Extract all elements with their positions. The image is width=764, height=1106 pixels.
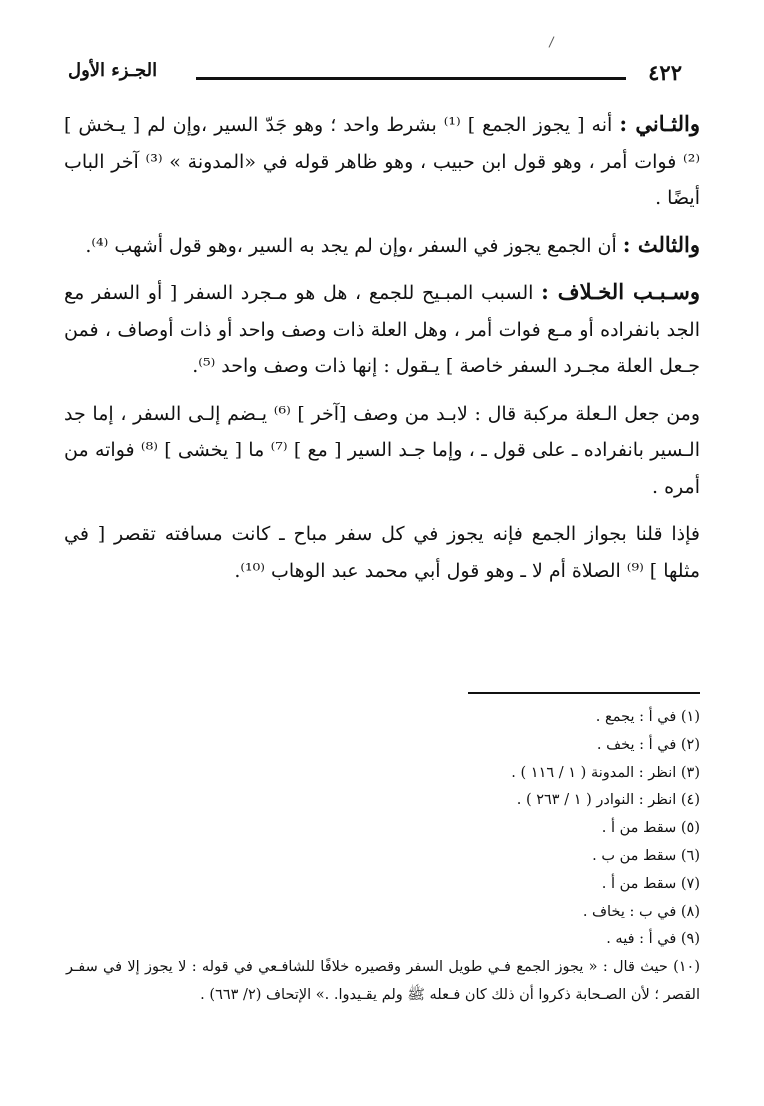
- paragraph-text: ومن جعل الـعلة مركبة قال : لابـد من وصف [آخر ] ⁽⁶⁾ يـضم إلـى السفر ، إما جد الـسير بانفراده ـ على قول ـ ، وإما جـد السير [ مع ] ⁽⁷⁾ ما [ يخشى ] ⁽⁸⁾ فواته من أمره .: [64, 402, 701, 498]
- footnote: (٤) انظر : النوادر ( ١ / ٢٦٣ ) .: [516, 792, 700, 809]
- paragraph-third-opinion: [64, 227, 700, 265]
- footnote: (٩) في أ : فيه .: [606, 931, 700, 948]
- page-header: [68, 60, 682, 90]
- paragraph-second-opinion: [64, 106, 700, 217]
- paragraph-text: أنه [ يجوز الجمع ] ⁽¹⁾ بشرط واحد ؛ وهو جَدّ السير ،وإن لم [ يـخش ] ⁽²⁾ فوات أمر ، وهو قول ابن حبيب ، وهو ظاهر قوله في «المدونة » ⁽³⁾ آخر الباب أيضًا .: [64, 114, 701, 209]
- page-number: ٤٢٢: [648, 60, 682, 85]
- paragraph-text: أن الجمع يجوز في السفر ،وإن لم يجد به السير ،وهو قول أشهب ⁽⁴⁾.: [85, 234, 623, 257]
- footnote: (٧) سقط من أ .: [601, 875, 700, 892]
- footnote: (١) في أ : يجمع .: [595, 709, 700, 725]
- footnote: (٨) في ب : يخاف .: [582, 903, 700, 920]
- footnotes-list: [66, 704, 700, 1010]
- paragraph-compound-cause: [64, 395, 700, 506]
- paragraph-text: السبب المبـيح للجمع ، هل هو مـجرد السفر [ أو السفر مع الجد بانفراده أو مـع فوات أمر ، وهل العلة ذات وصف واحد أو ذات أوصاف ، فمن جـعل العلة مجـرد السفر خاصة ] يـقول : إنها ذات وصف واحد ⁽⁵⁾.: [64, 282, 700, 377]
- footnote: (٣) انظر : المدونة ( ١ / ١١٦ ) .: [511, 764, 700, 781]
- stray-pen-mark: [549, 36, 555, 47]
- paragraph-text: فإذا قلنا بجواز الجمع فإنه يجوز في كل سفر مباح ـ كانت مسافته تقصر [ في مثلها ] ⁽⁹⁾ الصلاة أم لا ـ وهو قول أبي محمد عبد الوهاب ⁽¹⁰⁾.: [64, 523, 700, 582]
- footnote-rule: [468, 692, 700, 694]
- footnote: (٢) في أ : يخف .: [596, 736, 700, 753]
- paragraph-permissible-travel: [64, 515, 700, 589]
- paragraph-lead: والثـاني :: [619, 111, 700, 136]
- footnote: (٦) سقط من ب .: [592, 847, 700, 864]
- main-text: [64, 106, 700, 599]
- footnote: (١٠) حيث قال : « يجوز الجمع فـي طويل السفر وقصيره خلافًا للشافـعي في قوله : لا يجوز إلا في سفـر القصر ؛ لأن الصـحابة ذكروا أن ذلك كان فـعله ﷺ ولم يقـيدوا. .» الإتحاف (٢/ ٦٦٣) .: [66, 959, 700, 1003]
- running-title: الجـزء الأول: [68, 60, 158, 81]
- paragraph-lead: وسـبـب الخـلاف :: [541, 279, 700, 304]
- footnote: (٥) سقط من أ .: [601, 820, 700, 837]
- header-rule: [196, 77, 626, 80]
- paragraph-cause-of-disagreement: [64, 274, 700, 385]
- paragraph-lead: والثالث :: [622, 231, 700, 257]
